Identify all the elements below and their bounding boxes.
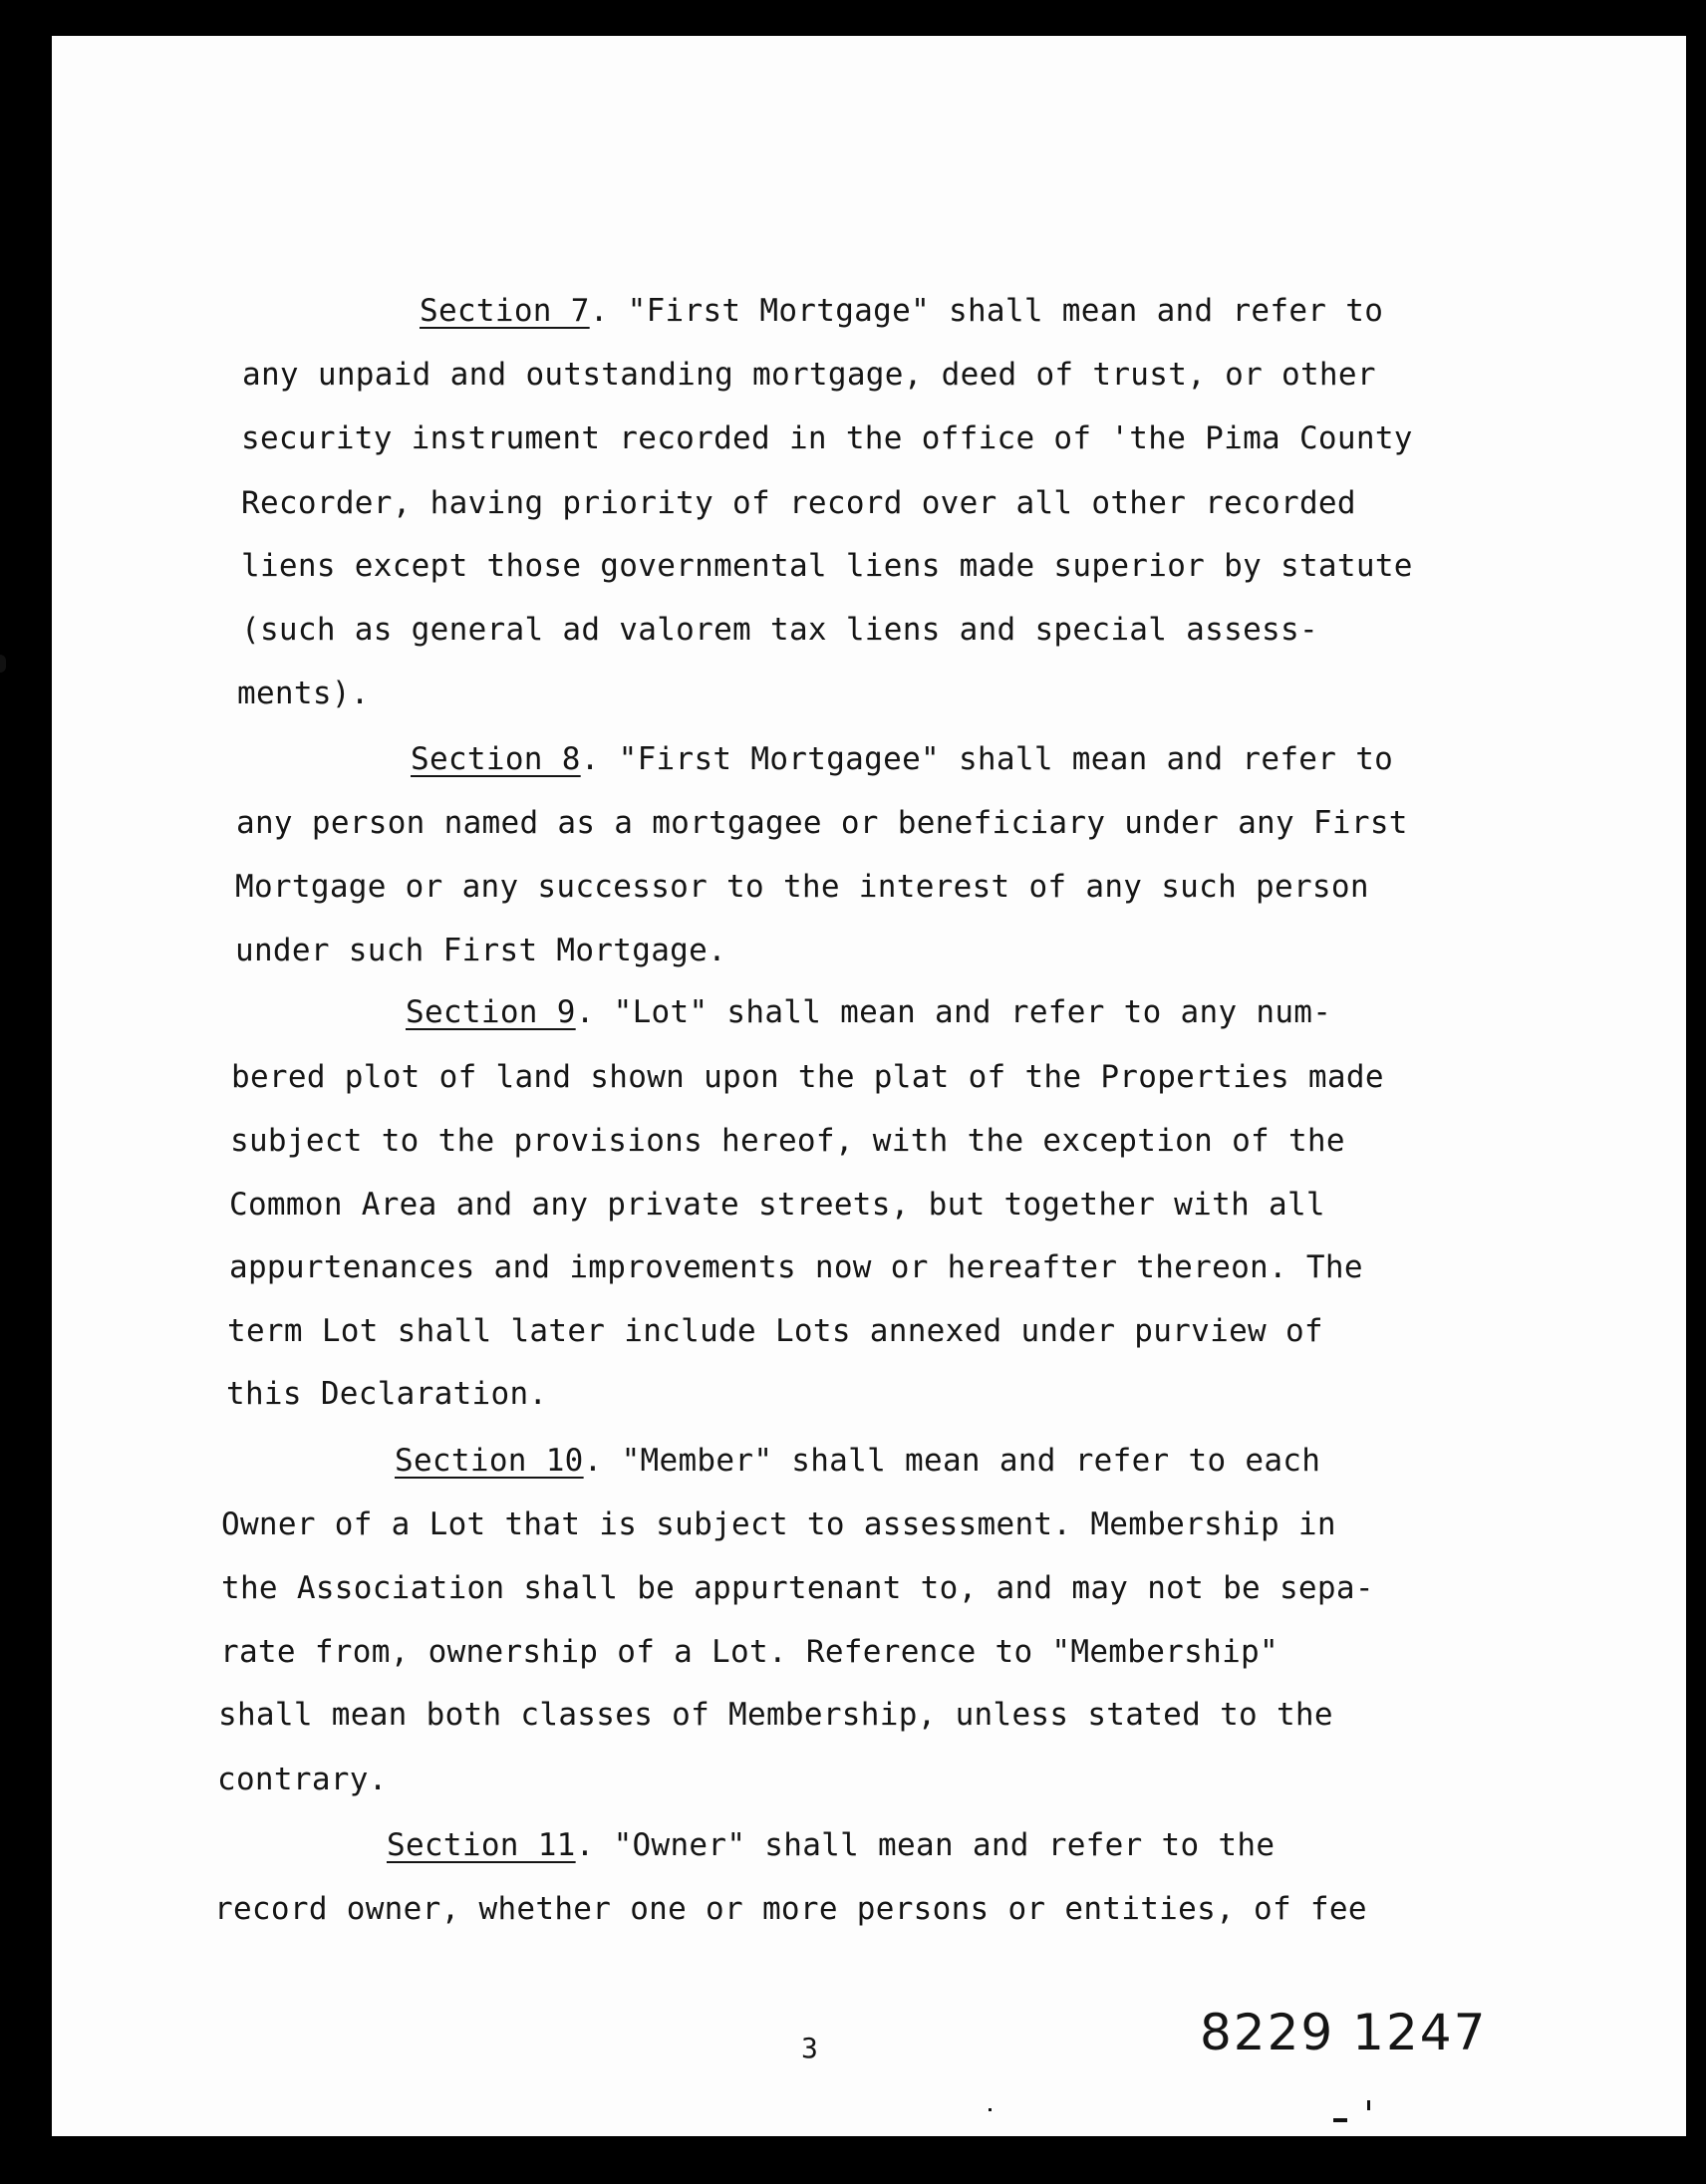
section-8-label: Section 8	[411, 741, 581, 777]
binding-mark	[0, 655, 6, 673]
section-10-line-1: Section 10. "Member" shall mean and refer to each	[395, 1443, 1321, 1479]
section-8-line-4: under such First Mortgage.	[235, 933, 727, 968]
section-9-line-3: subject to the provisions hereof, with the exception of the	[230, 1123, 1345, 1159]
section-7-label: Section 7	[420, 293, 590, 329]
section-9-line-5: appurtenances and improvements now or hereafter thereon. The	[229, 1249, 1363, 1285]
section-7-line-1: Section 7. "First Mortgage" shall mean and refer to	[420, 293, 1384, 329]
scan-speck	[989, 2108, 992, 2111]
document-reference-number: 8229 1247	[1200, 2004, 1488, 2061]
section-10-line-4: rate from, ownership of a Lot. Reference to "Membership"	[220, 1634, 1279, 1670]
section-7-line-3: security instrument recorded in the office of 'the Pima County	[241, 420, 1413, 456]
section-11-line-1: Section 11. "Owner" shall mean and refer to the	[387, 1827, 1276, 1863]
section-11-line-2: record owner, whether one or more persons or entities, of fee	[214, 1891, 1367, 1927]
section-8-line-3: Mortgage or any successor to the interest of any such person	[235, 869, 1369, 905]
section-10-line-5: shall mean both classes of Membership, unless stated to the	[218, 1697, 1333, 1733]
section-11-label: Section 11	[387, 1827, 576, 1863]
section-10-line-2: Owner of a Lot that is subject to assessment. Membership in	[221, 1506, 1336, 1542]
section-10-line-3: the Association shall be appurtenant to, and may not be sepa-	[221, 1570, 1374, 1606]
section-9-label: Section 9	[406, 994, 576, 1030]
section-9-line-7: this Declaration.	[226, 1376, 548, 1412]
section-9-line-6: term Lot shall later include Lots annexed under purview of	[227, 1313, 1323, 1349]
section-7-line-2: any unpaid and outstanding mortgage, deed of trust, or other	[242, 357, 1376, 393]
section-8-line-2: any person named as a mortgagee or beneficiary under any First	[236, 805, 1408, 841]
section-7-line-5: liens except those governmental liens made superior by statute	[241, 548, 1413, 584]
section-7-line-7: ments).	[237, 676, 370, 711]
section-9-line-1: Section 9. "Lot" shall mean and refer to any num-	[406, 994, 1332, 1030]
section-10-line-6: contrary.	[217, 1762, 388, 1797]
scan-speck	[1333, 2118, 1347, 2122]
scan-speck	[1367, 2100, 1370, 2110]
section-10-label: Section 10	[395, 1443, 584, 1479]
section-9-line-4: Common Area and any private streets, but together with all	[229, 1187, 1325, 1223]
section-9-line-2: bered plot of land shown upon the plat of the Properties made	[231, 1059, 1384, 1095]
page-number: 3	[801, 2032, 818, 2064]
document-page	[52, 36, 1686, 2136]
section-7-line-6: (such as general ad valorem tax liens and special assess-	[241, 612, 1318, 648]
section-7-line-4: Recorder, having priority of record over all other recorded	[241, 485, 1356, 521]
section-8-line-1: Section 8. "First Mortgagee" shall mean and refer to	[411, 741, 1394, 777]
